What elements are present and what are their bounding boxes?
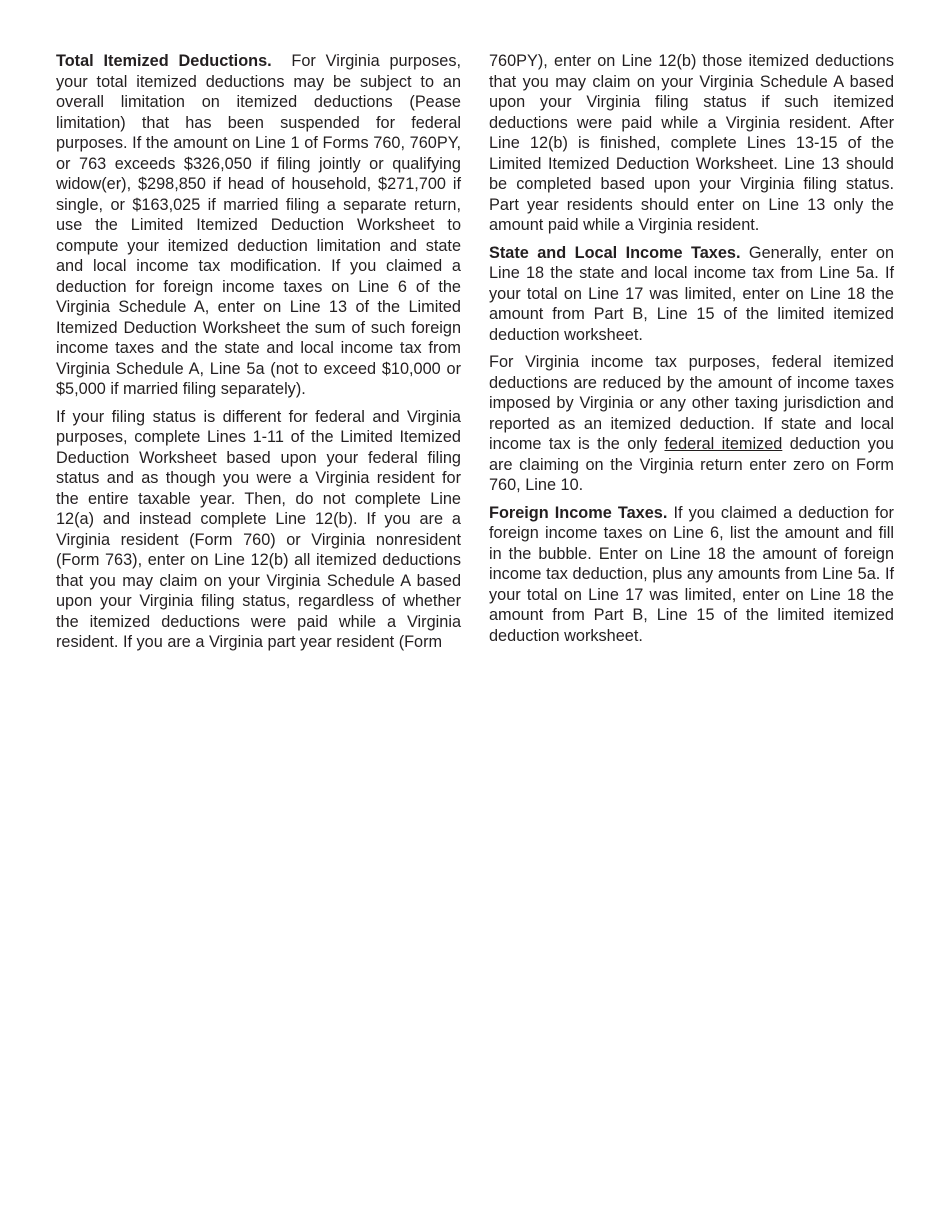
virginia-income-tax-purposes-paragraph: [489, 352, 894, 496]
virginia-income-tax-text-after: deduction you are claiming on the Virginia return enter zero on Form 760, Line 10.: [489, 435, 894, 494]
state-local-income-taxes-heading: State and Local Income Taxes.: [489, 243, 741, 262]
part-year-resident-paragraph: 760PY), enter on Line 12(b) those itemized deductions that you may claim on your Virginia Schedule A based upon your Virginia filing status if such itemized deductions were paid while a Virginia resident. After Line 12(b) is finished, complete Lines 13-15 of the Limited Itemized Deduction Worksheet. Line 13 should be completed based upon your Virginia filing status. Part year residents should enter on Line 13 only the amount paid while a Virginia resident.: [489, 52, 894, 234]
foreign-income-taxes-heading: Foreign Income Taxes.: [489, 503, 668, 522]
filing-status-paragraph: If your filing status is different for federal and Virginia purposes, complete Lines 1-11 of the Limited Itemized Deduction Worksheet based upon your federal filing status and as though you were a Virginia resident for the entire taxable year. Then, do not complete Line 12(a) and instead complete Line 12(b). If you are a Virginia resident (Form 760) or Virginia nonresident (Form 763), enter on Line 12(b) all itemized deductions that you may claim on your Virginia Schedule A based upon your Virginia filing status, regardless of whether the itemized deductions were paid while a Virginia resident. If you are a Virginia part year resident (Form: [56, 407, 461, 651]
total-itemized-deductions-heading: Total Itemized Deductions.: [56, 52, 272, 70]
foreign-income-taxes-paragraph: [489, 503, 894, 647]
foreign-income-taxes-text: If you claimed a deduction for foreign income taxes on Line 6, list the amount and fill in the bubble. Enter on Line 18 the amount of foreign income tax deduction, plus any amounts from Line 5a. If your total on Line 17 was limited, enter on Line 18 the amount from Part B, Line 15 of the limited itemized deduction worksheet.: [489, 503, 894, 645]
state-local-income-taxes-text: Generally, enter on Line 18 the state and local income tax from Line 5a. If your total on Line 17 was limited, enter on Line 18 the amount from Part B, Line 15 of the limited itemized deduction worksheet.: [489, 243, 894, 344]
total-itemized-deductions-paragraph: [56, 51, 461, 400]
total-itemized-deductions-text: For Virginia purposes, your total itemized deductions may be subject to an overall limitation on itemized deductions (Pease limitation) that has been suspended for federal purposes. If the amount on Line 1 of Forms 760, 760PY, or 763 exceeds $326,050 if filing jointly or qualifying widow(er), $298,850 if head of household, $271,700 if single, or $163,025 if married filing a separate return, use the Limited Itemized Deduction Worksheet to compute your itemized deduction limitation and state and local income tax modification. If you claimed a deduction for foreign income taxes on Line 6 of the Virginia Schedule A, enter on Line 13 of the Limited Itemized Deduction Worksheet the sum of such foreign income taxes and the state and local income tax from Virginia Schedule A, Line 5a (not to exceed $10,000 or $5,000 if married filing separately).: [56, 52, 461, 398]
left-column: [56, 51, 461, 660]
virginia-income-tax-text-before: For Virginia income tax purposes, federal itemized deductions are reduced by the amount of income taxes imposed by Virginia or any other taxing jurisdiction and reported as an itemized deduction. If state and local income tax is the only: [489, 353, 894, 453]
federal-itemized-underlined: federal itemized: [664, 435, 783, 453]
right-column: [489, 51, 894, 653]
state-local-income-taxes-paragraph: [489, 243, 894, 346]
